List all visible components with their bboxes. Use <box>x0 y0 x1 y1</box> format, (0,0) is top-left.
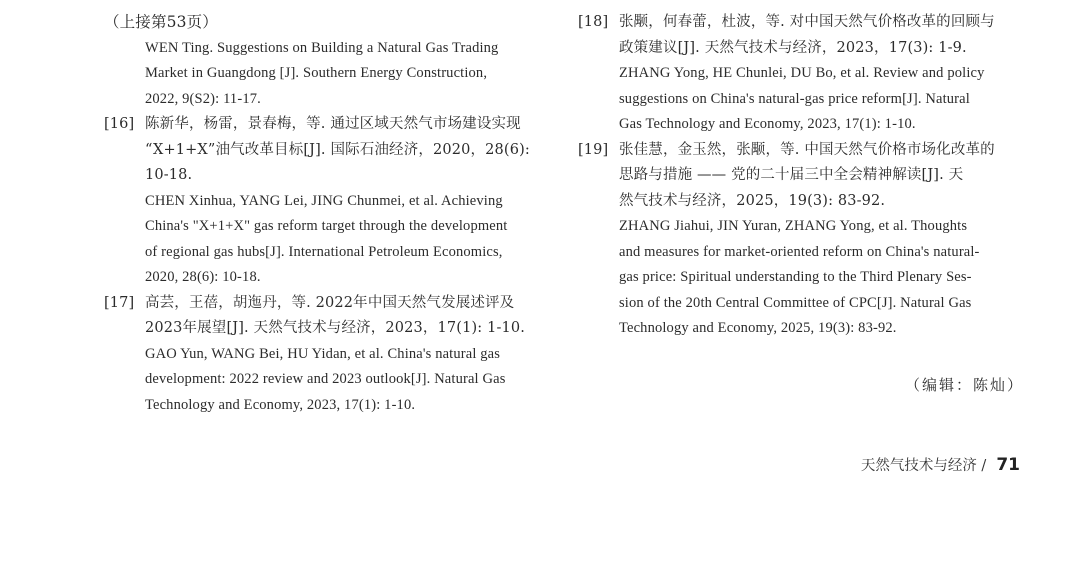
ref-17-number: [17] <box>104 294 135 311</box>
ref-19-cn-line: 张佳慧，金玉然，张颙，等. 中国天然气价格市场化改革的 <box>619 141 995 158</box>
ref-18-number: [18] <box>578 14 609 30</box>
ref-18-en-line: Gas Technology and Economy, 2023, 17(1): 1-10. <box>619 116 916 132</box>
left-column <box>104 10 550 418</box>
reference-19 <box>578 138 1024 342</box>
ref-19-en-line: Technology and Economy, 2025, 19(3): 83-92. <box>619 320 897 336</box>
ref-16-cn-line: 陈新华，杨雷，景春梅，等. 通过区域天然气市场建设实现 <box>145 116 521 132</box>
reference-15-continued <box>104 36 550 113</box>
ref-16-cn-line: 10-18. <box>145 167 193 183</box>
ref-16-number: [16] <box>104 116 135 132</box>
ref-19-cn-line: 思路与措施 —— 党的二十届三中全会精神解读[J]. 天 <box>619 167 964 183</box>
journal-name: 天然气技术与经济 / <box>860 458 987 474</box>
ref-17-en-line: GAO Yun, WANG Bei, HU Yidan, et al. China's natural gas <box>145 345 501 362</box>
ref-16-en-line: CHEN Xinhua, YANG Lei, JING Chunmei, et al. Achieving <box>145 192 503 209</box>
ref-19-en-line: gas price: Spiritual understanding to the Third Plenary Ses- <box>619 269 972 285</box>
ref-16-en-line: 2020, 28(6): 10-18. <box>145 269 261 285</box>
ref-19-en-line: ZHANG Jiahui, JIN Yuran, ZHANG Yong, et al. Thoughts <box>619 218 968 234</box>
ref-19-en-line: sion of the 20th Central Committee of CPC[J]. Natural Gas <box>619 294 972 311</box>
ref-16-en-line: of regional gas hubs[J]. International Petroleum Economics, <box>145 243 503 260</box>
reference-18 <box>578 10 1024 138</box>
ref-15-en-line: 2022, 9(S2): 11-17. <box>145 90 261 107</box>
page-footer <box>780 453 1020 478</box>
ref-17-cn-line: 高芸，王蓓，胡迤丹，等. 2022年中国天然气发展述评及 <box>145 294 515 311</box>
continuation-note: （上接第53页） <box>104 13 218 31</box>
ref-17-en-line: development: 2022 review and 2023 outlook[J]. Natural Gas <box>145 371 506 387</box>
right-column <box>578 10 1024 342</box>
ref-18-cn-line: 张颙，何春蕾，杜波，等. 对中国天然气价格改革的回顾与 <box>619 14 995 30</box>
editor-note: （编辑：陈灿） <box>904 376 1024 394</box>
ref-17-en-line: Technology and Economy, 2023, 17(1): 1-10. <box>145 396 416 413</box>
ref-18-en-line: ZHANG Yong, HE Chunlei, DU Bo, et al. Review and policy <box>619 65 985 81</box>
reference-16 <box>104 112 550 291</box>
ref-17-cn-line: 2023年展望[J]. 天然气技术与经济，2023，17(1): 1-10. <box>145 320 526 336</box>
ref-19-en-line: and measures for market-oriented reform on China's natural- <box>619 243 980 260</box>
ref-16-en-line: China's "X+1+X" gas reform target through the development <box>145 218 508 234</box>
ref-18-cn-line: 政策建议[J]. 天然气技术与经济，2023，17(3): 1-9. <box>619 39 967 56</box>
ref-19-number: [19] <box>578 141 609 158</box>
ref-16-cn-line: “X+1+X”油气改革目标[J]. 国际石油经济，2020，28(6): <box>145 141 530 158</box>
ref-19-cn-line: 然气技术与经济，2025，19(3): 83-92. <box>619 192 886 209</box>
ref-15-en-line: Market in Guangdong [J]. Southern Energy Construction, <box>145 65 488 81</box>
ref-15-en-line: WEN Ting. Suggestions on Building a Natural Gas Trading <box>145 39 499 56</box>
reference-17 <box>104 291 550 419</box>
ref-18-en-line: suggestions on China's natural-gas price reform[J]. Natural <box>619 90 970 107</box>
page-number: 71 <box>996 455 1020 475</box>
